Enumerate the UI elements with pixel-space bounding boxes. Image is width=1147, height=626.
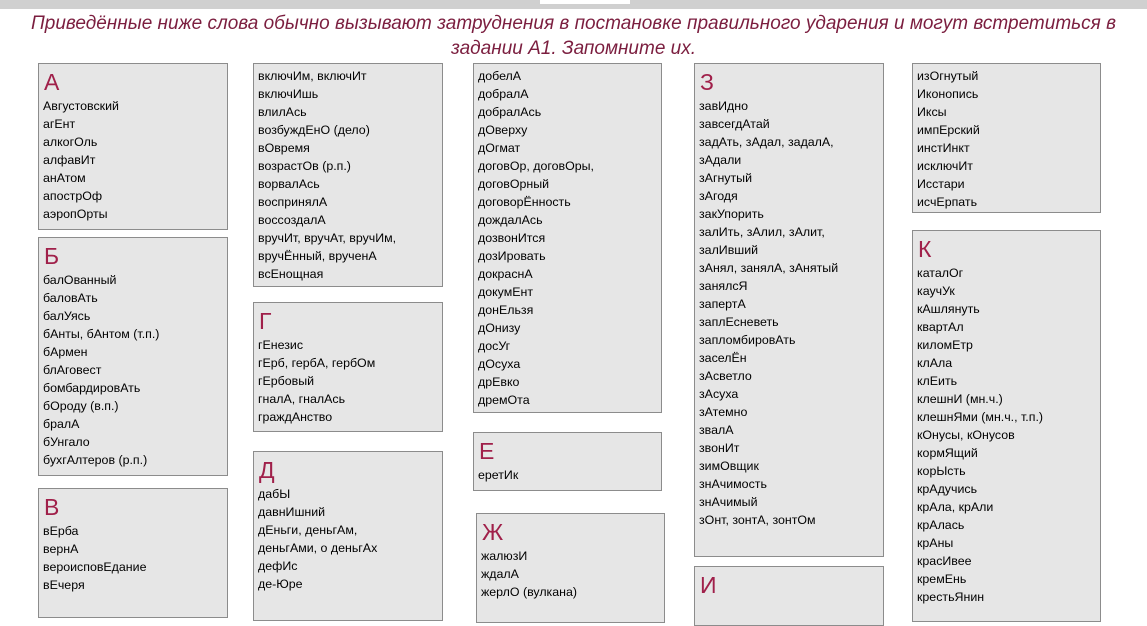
word-item: кормЯщий [917, 446, 978, 460]
word-item: звонИт [699, 441, 740, 455]
word-item: красИвее [917, 554, 972, 568]
word-item: клЕить [917, 374, 958, 388]
word-item: граждАнство [258, 410, 333, 424]
word-item: бАрмен [43, 345, 88, 359]
word-item: возбуждЕнО (дело) [258, 123, 370, 137]
word-item: дремОта [478, 393, 530, 407]
word-item: зАсветло [699, 369, 752, 383]
word-item: баловАть [43, 291, 98, 305]
word-item: алкогОль [43, 135, 98, 149]
section-letter: К [918, 236, 932, 262]
word-item: исчЕрпать [917, 195, 978, 209]
word-item: занялсЯ [699, 279, 748, 293]
word-item: бомбардировАть [43, 381, 141, 395]
word-item: аэропОрты [43, 207, 108, 221]
word-item: еретИк [478, 468, 519, 482]
word-item: давнИшний [258, 505, 326, 519]
word-item: дождалАсь [478, 213, 543, 227]
word-item: анАтом [43, 171, 86, 185]
word-item: зОнт, зонтА, зонтОм [699, 513, 816, 527]
word-item: залИвший [699, 243, 759, 257]
word-item: вЕрба [43, 524, 79, 538]
section-letter: Б [44, 243, 60, 269]
word-item: знАчимый [699, 495, 758, 509]
box-letter-k [912, 230, 1101, 622]
word-item: крАны [917, 536, 954, 550]
box-letter-zh [476, 513, 665, 623]
word-item: гЕнезис [258, 338, 304, 352]
word-item: задАть, зАдал, задалА, [699, 135, 834, 149]
word-item: досУг [478, 339, 511, 353]
word-item: жерлО (вулкана) [481, 585, 577, 599]
word-item: клешнИ (мн.ч.) [917, 392, 1003, 406]
word-item: докумЕнт [478, 285, 534, 299]
word-item: влилАсь [258, 105, 307, 119]
word-item: зАгодя [699, 189, 738, 203]
word-item: завсегдАтай [699, 117, 770, 131]
word-item: кОнусы, кОнусов [917, 428, 1015, 442]
word-item: дЕньги, деньгАм, [258, 523, 358, 537]
word-item: каучУк [917, 284, 955, 298]
word-item: запертА [699, 297, 746, 311]
word-item: бАнты, бАнтом (т.п.) [43, 327, 160, 341]
word-item: дОгмат [478, 141, 521, 155]
word-item: дОсуха [478, 357, 521, 371]
word-item: Иксы [917, 105, 947, 119]
word-item: включИшь [258, 87, 319, 101]
section-letter: Е [479, 438, 495, 464]
top-bar-tab [540, 0, 630, 4]
word-item: бУнгало [43, 435, 90, 449]
word-item: договОрный [478, 177, 550, 191]
word-item: крАдучись [917, 482, 978, 496]
word-item: корЫсть [917, 464, 966, 478]
word-item: заплЕсневеть [699, 315, 779, 329]
top-bar [0, 0, 1147, 9]
section-letter: Ж [482, 519, 504, 545]
word-item: включИм, включИт [258, 69, 367, 83]
word-item: дОнизу [478, 321, 521, 335]
word-item: воссоздалА [258, 213, 326, 227]
word-item: залИть, зАлил, зАлит, [699, 225, 825, 239]
word-item: блАговест [43, 363, 102, 377]
word-item: добралА [478, 87, 529, 101]
word-item: квартАл [917, 320, 964, 334]
word-item: донЕльзя [478, 303, 534, 317]
word-item: Августовский [43, 99, 119, 113]
box-letter-d [253, 451, 443, 621]
word-item: ворвалАсь [258, 177, 320, 191]
word-item: добралАсь [478, 105, 542, 119]
word-item: де-Юре [258, 577, 303, 591]
word-item: договОр, договОры, [478, 159, 594, 173]
word-item: кАшлянуть [917, 302, 980, 316]
word-item: дозвонИтся [478, 231, 546, 245]
word-item: знАчимость [699, 477, 767, 491]
word-item: добелА [478, 69, 522, 83]
section-letter: И [700, 572, 717, 598]
word-item: гналА, гналАсь [258, 392, 346, 406]
box-letter-b [38, 237, 228, 476]
word-item: апострОф [43, 189, 103, 203]
word-item: изОгнутый [917, 69, 979, 83]
word-item: вЕчеря [43, 578, 85, 592]
word-item: клешнЯми (мн.ч., т.п.) [917, 410, 1044, 424]
section-letter: З [700, 69, 714, 95]
word-item: бухгАлтеров (р.п.) [43, 453, 148, 467]
word-item: вероисповЕдание [43, 560, 147, 574]
word-item: вручЁнный, врученА [258, 249, 377, 263]
word-item: киломЕтр [917, 338, 973, 352]
word-item: заселЁн [699, 351, 747, 365]
word-item: гЕрбовый [258, 374, 315, 388]
box-letter-e [473, 432, 662, 491]
box-letter-i-continued [912, 63, 1101, 213]
word-item: дрЕвко [478, 375, 520, 389]
word-item: зимОвщик [699, 459, 759, 473]
word-item: зАтемно [699, 405, 748, 419]
word-item: завИдно [699, 99, 749, 113]
word-item: крАла, крАли [917, 500, 994, 514]
section-letter: В [44, 494, 60, 520]
word-item: Иконопись [917, 87, 979, 101]
box-letter-i [694, 566, 884, 626]
word-item: каталОг [917, 266, 964, 280]
word-item: запломбировАть [699, 333, 796, 347]
word-item: вернА [43, 542, 79, 556]
word-item: крестьЯнин [917, 590, 985, 604]
box-letter-a [38, 63, 228, 230]
word-item: воспринялА [258, 195, 328, 209]
word-item: звалА [699, 423, 734, 437]
section-letter: Д [259, 457, 275, 483]
page-title [0, 11, 1147, 61]
word-item: крАлась [917, 518, 965, 532]
word-item: вручИт, вручАт, вручИм, [258, 231, 397, 245]
title-line-1: Приведённые ниже слова обычно вызывают затруднения в постановке правильного ударения и могут встретиться в [30, 13, 1116, 34]
section-letter: А [44, 69, 60, 95]
word-item: жалюзИ [481, 549, 528, 563]
box-letter-v [38, 488, 228, 618]
box-letter-z [694, 63, 884, 557]
word-item: закУпорить [699, 207, 764, 221]
word-item: зАсуха [699, 387, 739, 401]
word-item: кремЕнь [917, 572, 967, 586]
word-item: докраснА [478, 267, 533, 281]
word-item: ждалА [481, 567, 519, 581]
word-item: дОверху [478, 123, 528, 137]
word-item: деньгАми, о деньгАх [258, 541, 378, 555]
word-item: дабЫ [258, 487, 291, 501]
word-item: балОванный [43, 273, 117, 287]
word-item: балУясь [43, 309, 91, 323]
word-item: зАнял, занялА, зАнятый [699, 261, 839, 275]
word-item: бОроду (в.п.) [43, 399, 119, 413]
word-item: инстИнкт [917, 141, 970, 155]
word-item: исключИт [917, 159, 973, 173]
word-item: клАла [917, 356, 953, 370]
section-letter: Г [259, 308, 272, 334]
box-letter-g [253, 302, 443, 432]
word-item: агЕнт [43, 117, 76, 131]
word-item: зАгнутый [699, 171, 753, 185]
word-item: Исстари [917, 177, 965, 191]
box-letter-d-continued [473, 63, 662, 413]
word-item: зАдали [699, 153, 742, 167]
word-item: всЕнощная [258, 267, 324, 281]
box-letter-v-continued [253, 63, 443, 287]
word-item: дефИс [258, 559, 298, 573]
word-item: гЕрб, гербА, гербОм [258, 356, 376, 370]
word-item: алфавИт [43, 153, 96, 167]
word-item: дозИровать [478, 249, 546, 263]
word-item: возрастОв (р.п.) [258, 159, 351, 173]
word-item: бралА [43, 417, 80, 431]
word-item: импЕрский [917, 123, 980, 137]
title-line-2: задании А1. Запомните их. [450, 38, 697, 59]
word-item: вОвремя [258, 141, 310, 155]
word-item: договорЁнность [478, 195, 571, 209]
